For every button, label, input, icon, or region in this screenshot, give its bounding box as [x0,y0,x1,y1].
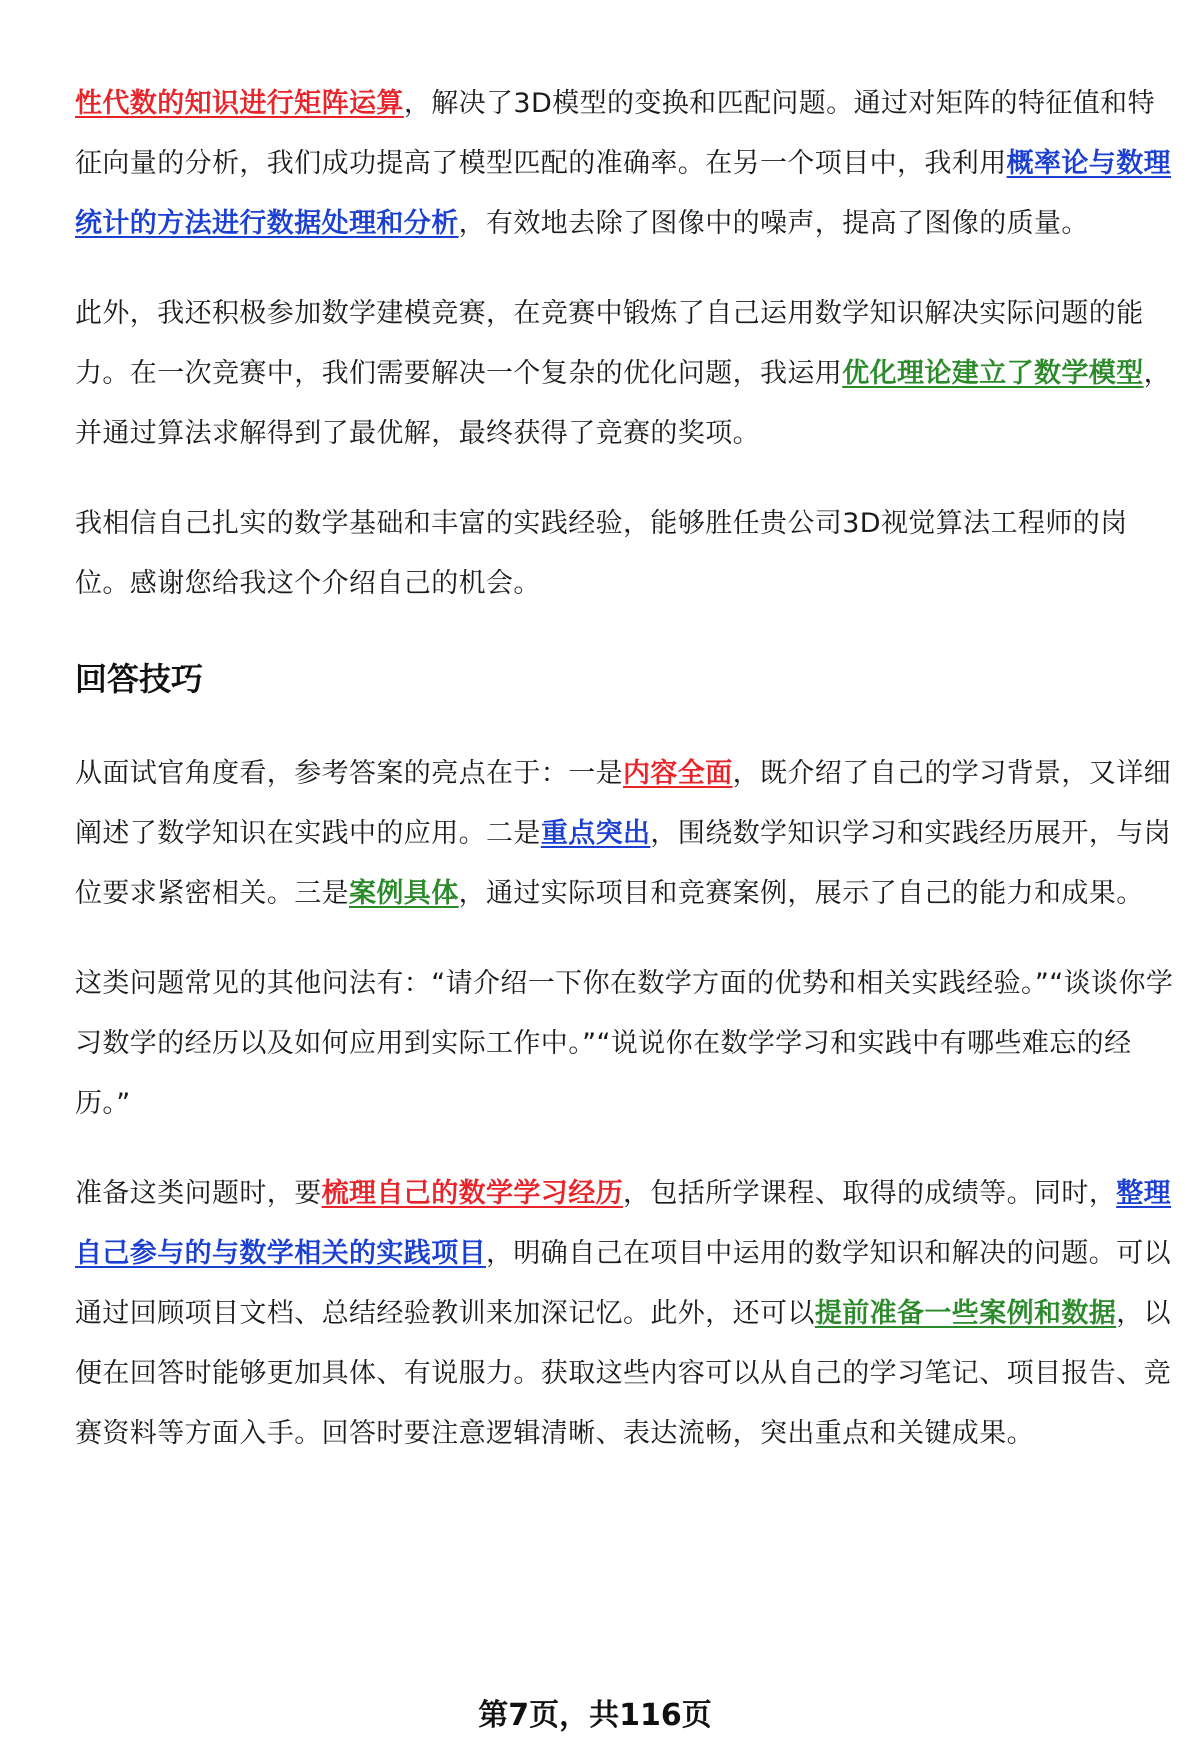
paragraph [75,494,1175,614]
body-text: 这类问题常见的其他问法有：“请介绍一下你在数学方面的优势和相关实践经验。”“谈谈你学习数学的经历以及如何应用到实际工作中。”“说说你在数学学习和实践中有哪些难忘的经历。” [75,968,1174,1119]
paragraph [75,744,1175,924]
highlight-text: 梳理自己的数学学习经历 [321,1178,624,1209]
body-text: ，解决了3D模型的变换和匹配问题。通过对矩阵的特征值和特征向量的分析，我们成功提高了模型匹配的准确率。在另一个项目中，我利用 [75,88,1155,179]
body-text: ，包括所学课程、取得的成绩等。同时， [623,1178,1117,1209]
section-heading: 回答技巧 [75,660,204,698]
highlight-text: 性代数的知识进行矩阵运算 [75,88,404,119]
paragraph [75,954,1175,1134]
body-text: ，既介绍了自己的学习背景，又详细阐述了数学知识在实践中的应用。二是 [75,758,1172,849]
body-text: 此外，我还积极参加数学建模竞赛，在竞赛中锻炼了自己运用数学知识解决实际问题的能力。在一次竞赛中，我们需要解决一个复杂的优化问题，我运用 [75,298,1144,389]
highlight-text: 内容全面 [623,758,733,789]
highlight-text: 优化理论建立了数学模型 [842,358,1144,389]
highlight-text: 重点突出 [540,818,651,849]
paragraph [75,284,1175,464]
highlight-text: 提前准备一些案例和数据 [814,1298,1117,1329]
highlight-text: 整理自己参与的与数学相关的实践项目 [75,1178,1172,1269]
paragraph [75,1164,1175,1464]
paragraph [75,74,1175,254]
body-text: ，围绕数学知识学习和实践经历展开，与岗位要求紧密相关。三是 [75,818,1172,909]
body-text: ，以便在回答时能够更加具体、有说服力。获取这些内容可以从自己的学习笔记、项目报告、竞赛资料等方面入手。回答时要注意逻辑清晰、表达流畅，突出重点和关键成果。 [75,1298,1172,1449]
answer-section [75,74,1175,614]
body-text: 准备这类问题时，要 [75,1178,322,1209]
body-text: 我相信自己扎实的数学基础和丰富的实践经验，能够胜任贵公司3D视觉算法工程师的岗位。感谢您给我这个介绍自己的机会。 [75,508,1128,599]
body-text: ，通过实际项目和竞赛案例，展示了自己的能力和成果。 [458,878,1144,909]
highlight-text: 案例具体 [349,878,459,909]
page-number-footer: 第7页，共116页 [478,1698,712,1733]
body-text: ，并通过算法求解得到了最优解，最终获得了竞赛的奖项。 [75,358,1172,449]
tips-section [75,744,1175,1464]
body-text: ，明确自己在项目中运用的数学知识和解决的问题。可以通过回顾项目文档、总结经验教训来加深记忆。此外，还可以 [75,1238,1171,1329]
body-text: ，有效地去除了图像中的噪声，提高了图像的质量。 [458,208,1089,239]
highlight-text: 概率论与数理统计的方法进行数据处理和分析 [75,148,1172,239]
body-text: 从面试官角度看，参考答案的亮点在于：一是 [75,758,623,789]
document-body [75,74,1175,1494]
